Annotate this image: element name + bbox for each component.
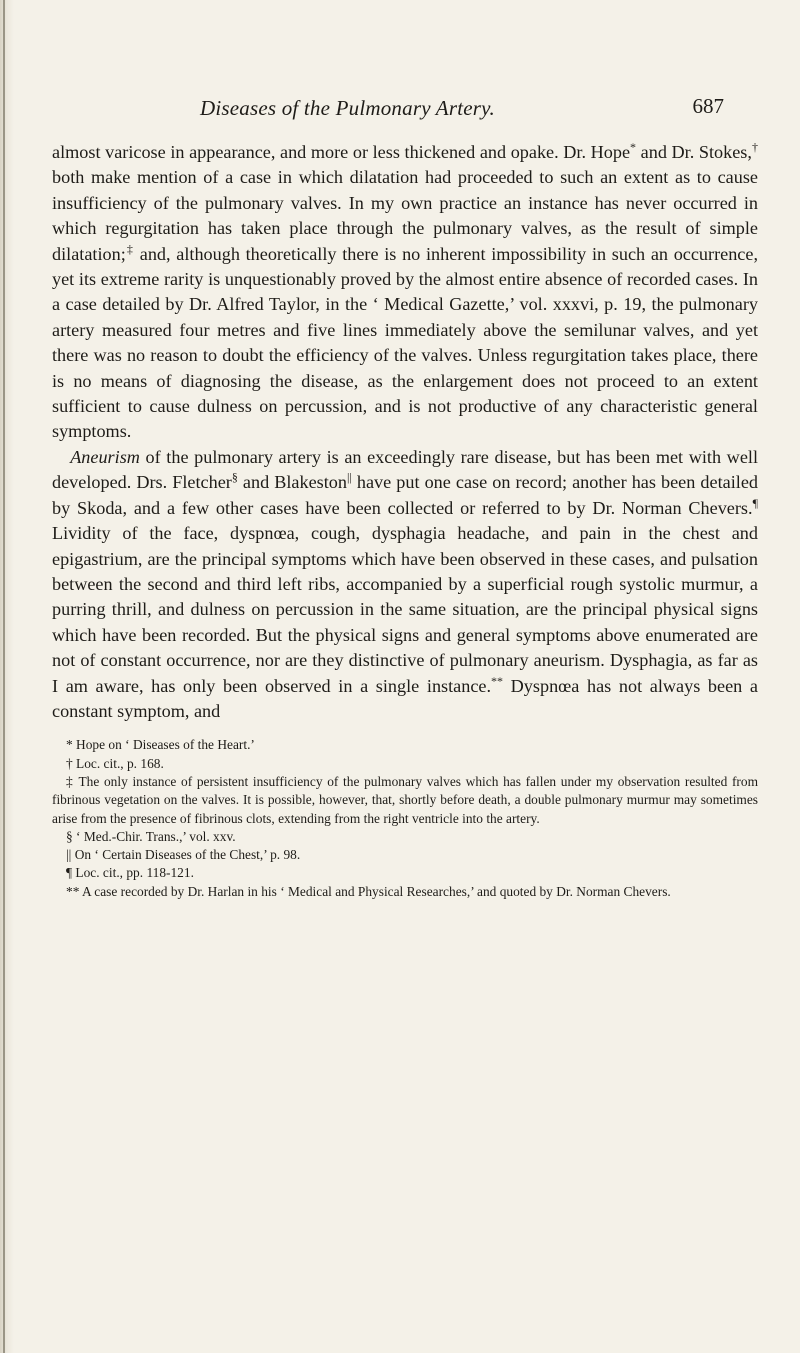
paragraph-dilatation [52,140,758,445]
footnote-ref: ¶ [752,495,758,510]
footnote: § ‘ Med.-Chir. Trans.,’ vol. xxv. [66,828,236,844]
text-run: of the pulmonary artery is an exceedingly rare disease, but has been met with well developed. Drs. Fletcher [52,446,758,493]
footnote-ref: § [231,470,238,485]
text-run: have put one case on record; another has been detailed by Skoda, and a few other cases have been collected or referred to by Dr. Norman Chevers. [52,472,758,518]
running-title: Diseases of the Pulmonary Artery. [200,96,495,120]
footnote-ref: † [751,139,759,154]
binding-shadow-line [3,0,5,1353]
text-run: Lividity of the face, dyspnœa, cough, dysphagia headache, and pain in the chest and epigastrium, are the principal symptoms which have been observed in these cases, and pulsation between the second and third left ribs, accompanied by a superficial rough systolic murmur, a purring thrill, and dulness on percussion in the same situation, are the principal physical signs which have been recorded. But the physical signs and general symptoms above enumerated are not of constant occurrence, nor are they distinctive of pulmonary aneurism. Dysphagia, as far as I am aware, has only been observed in a single instance. [52,523,758,696]
footnote: † Loc. cit., p. 168. [66,755,164,771]
book-page [52,96,758,901]
paragraph-aneurism [52,445,758,724]
text-run: Dyspnœa has not always been a constant symptom, and [52,675,758,721]
text-run: and Dr. Stokes, [636,142,752,162]
running-header [52,96,758,132]
page-number: 687 [692,94,724,118]
footnote-ref: ** [491,673,504,688]
footnote: ‡ The only instance of persistent insufficiency of the pulmonary valves which has fallen under my observation resulted from fibrinous vegetation on the valves. It is possible, however, that, shortly before death, a double pulmonary murmur may sometimes arise from the presence of fibrinous clots, extending from the right ventricle into the artery. [52,773,758,826]
paragraph-lead-term: Aneurism [70,446,140,467]
text-run: and, although theoretically there is no inherent impossibility in such an occurrence, yet its extreme rarity is unquestionably proved by the almost entire absence of recorded cases. In a case detailed by Dr. Alfred Taylor, in the ‘ Medical Gazette,’ vol. xxxvi, p. 19, the pulmonary artery measured four metres and five lines immediately above the semilunar valves, and yet there was no reason to doubt the efficiency of the valves. Unless regurgitation takes place, there is no means of diagnosing the disease, as the enlargement does not proceed to an extent sufficient to cause dulness on percussion, and is not productive of any characteristic general symptoms. [52,243,758,442]
footnote: ** A case recorded by Dr. Harlan in his ‘ Medical and Physical Researches,’ and quoted by Dr. Norman Chevers. [66,883,671,899]
text-run: both make mention of a case in which dilatation had proceeded to such an extent as to cause insufficiency of the pulmonary valves. In my own practice an instance has never occurred in which regurgitation has taken place through the pulmonary valves, as the result of simple dilatation; [52,167,758,264]
footnotes [52,736,758,901]
body-text [52,140,758,724]
footnote: ¶ Loc. cit., pp. 118-121. [66,865,194,881]
footnote-ref: ‡ [125,241,135,256]
footnote: * Hope on ‘ Diseases of the Heart.’ [66,737,255,753]
footnote: || On ‘ Certain Diseases of the Chest,’ p. 98. [66,847,301,863]
footnote-ref: || [346,470,352,485]
text-run: and Blakeston [237,472,347,493]
text-run: almost varicose in appearance, and more or less thickened and opake. Dr. Hope [52,142,631,162]
footnote-ref: * [630,139,637,154]
